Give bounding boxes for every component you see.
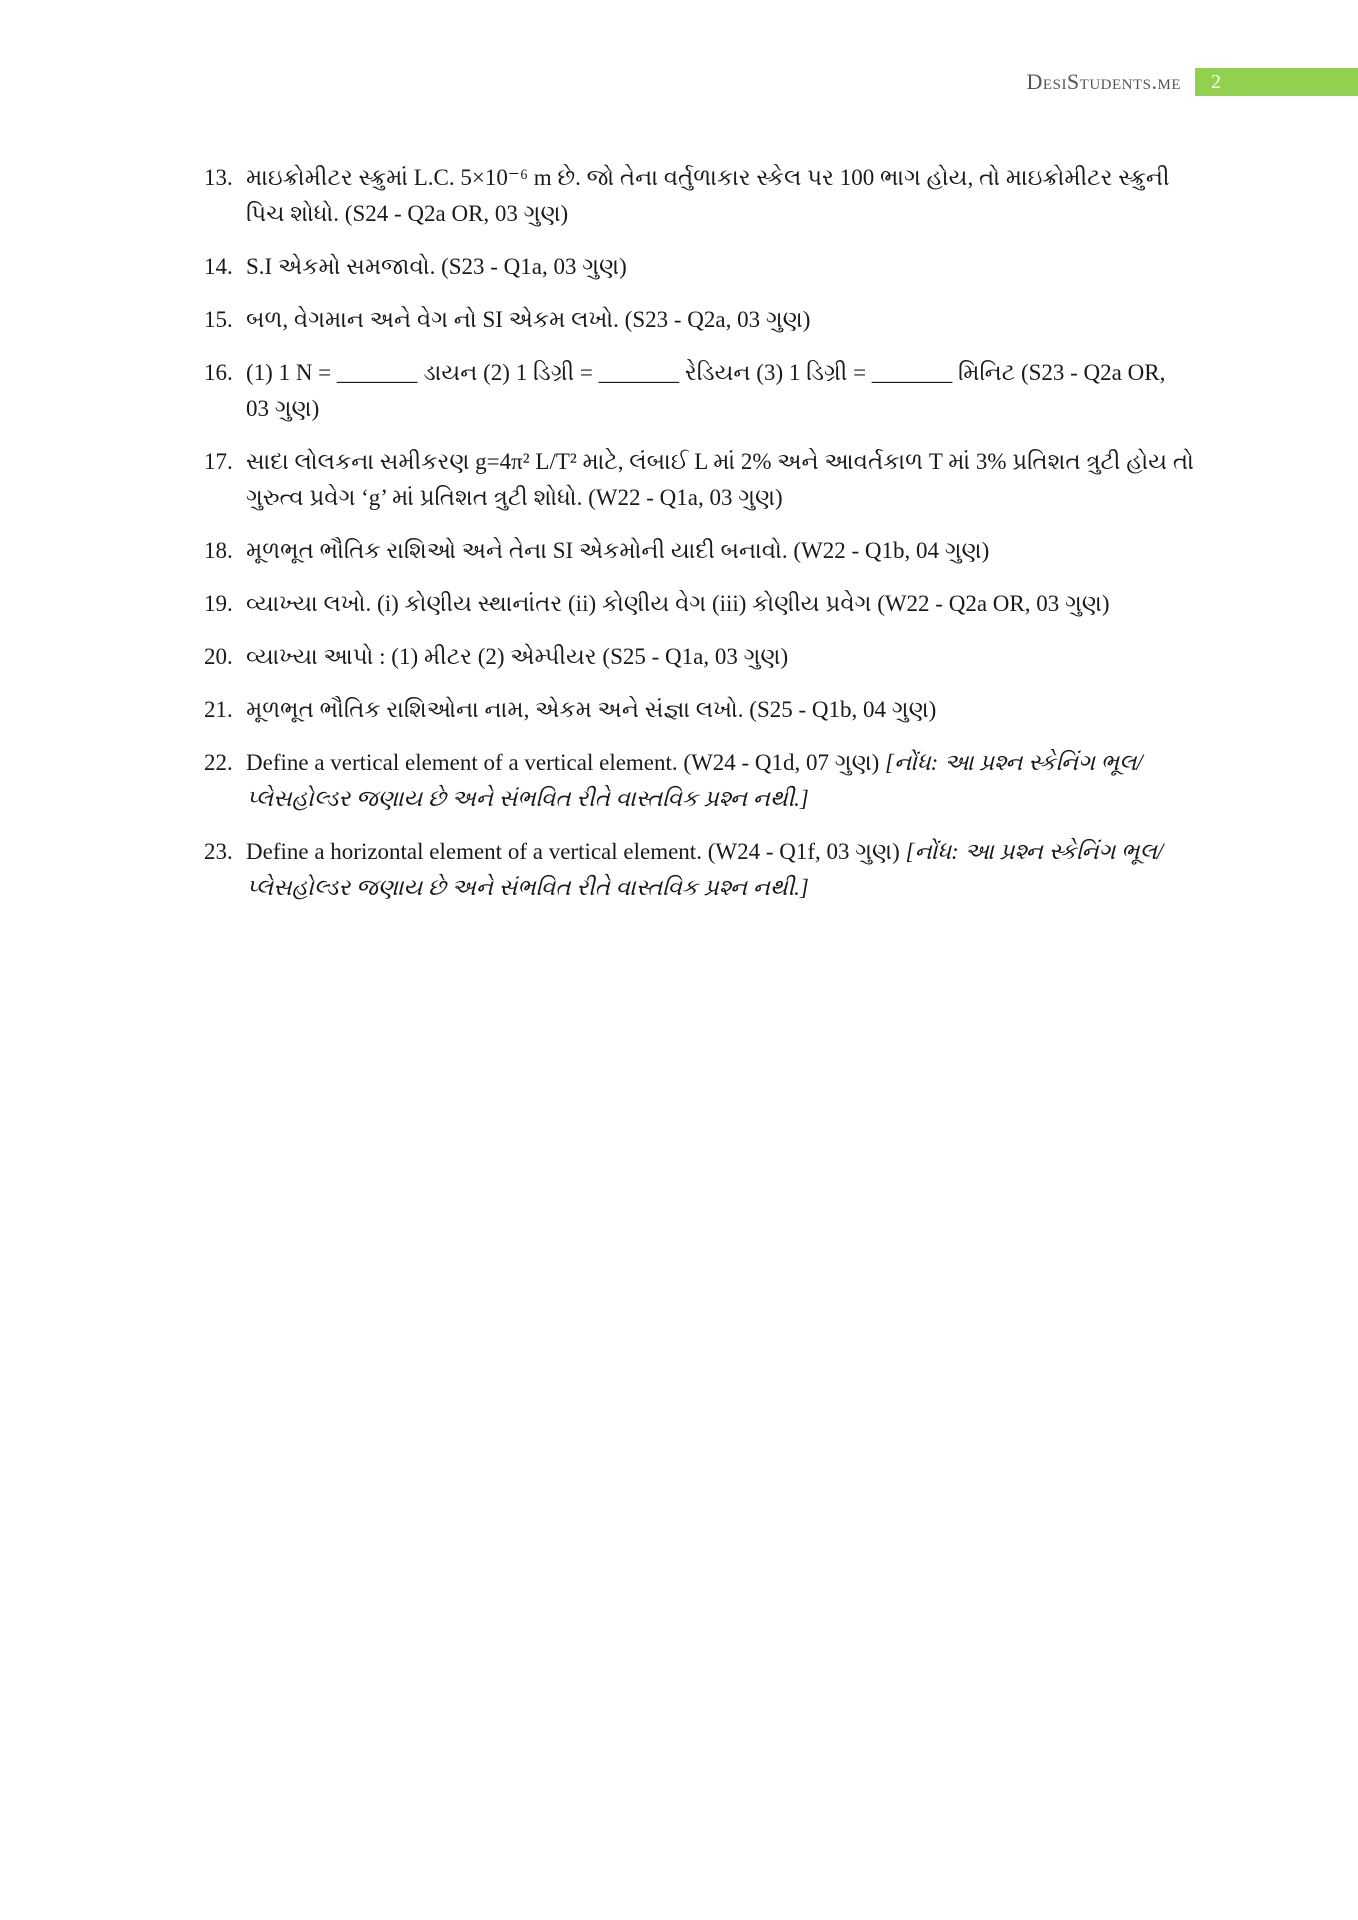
question-text: માઇક્રોમીટર સ્ક્રુમાં L.C. 5×10⁻⁶ m છે. જો તેના વર્તુળાકાર સ્કેલ પર 100 ભાગ હોય, તો માઇક્રોમીટર સ્ક્રુની પિચ શોધો. (S24 - Q2a OR, 03 ગુણ) (246, 165, 1170, 226)
question-number: 15. (204, 307, 233, 332)
question-text: વ્યાખ્યા આપો : (1) મીટર (2) એમ્પીયર (S25 - Q1a, 03 ગુણ) (246, 644, 789, 669)
question-number: 14. (204, 254, 233, 279)
question-item (204, 586, 1194, 622)
question-text: બળ, વેગમાન અને વેગ નો SI એકમ લખો. (S23 - Q2a, 03 ગુણ) (246, 307, 811, 332)
site-name: DesiStudents.me (1026, 69, 1181, 94)
question-item (204, 533, 1194, 569)
question-text: સાદા લોલકના સમીકરણ g=4π² L/T² માટે, લંબાઈ L માં 2% અને આવર્તકાળ T માં 3% પ્રતિશત ત્રુટી હોય તો ગુરુત્વ પ્રવેગ ‘g’ માં પ્રતિશત ત્રુટી શોધો. (W22 - Q1a, 03 ગુણ) (246, 449, 1194, 510)
question-number: 23. (204, 839, 233, 864)
question-text: મૂળભૂત ભૌતિક રાશિઓના નામ, એકમ અને સંજ્ઞા લખો. (S25 - Q1b, 04 ગુણ) (246, 697, 937, 722)
question-number: 18. (204, 538, 233, 563)
question-number: 21. (204, 697, 233, 722)
question-text: (1) 1 N = _______ ડાયન (2) 1 ડિગ્રી = _______ રેડિયન (3) 1 ડિગ્રી = _______ મિનિટ (S23 - Q2a OR, 03 ગુણ) (246, 360, 1166, 421)
question-item (204, 692, 1194, 728)
question-note: [નોંધ: આ પ્રશ્ન સ્કેનિંગ ભૂલ/પ્લેસહોલ્ડર જણાય છે અને સંભવિત રીતે વાસ્તવિક પ્રશ્ન નથી.] (246, 839, 1164, 900)
question-number: 19. (204, 591, 233, 616)
question-number: 20. (204, 644, 233, 669)
question-item (204, 302, 1194, 338)
page-header (1027, 68, 1358, 96)
question-item (204, 160, 1194, 232)
question-item (204, 355, 1194, 427)
question-text: Define a horizontal element of a vertical element. (W24 - Q1f, 03 ગુણ) [નોંધ: આ પ્રશ્ન સ્કેનિંગ ભૂલ/પ્લેસહોલ્ડર જણાય છે અને સંભવિત રીતે વાસ્તવિક પ્રશ્ન નથી.] (246, 839, 1164, 900)
question-number: 17. (204, 449, 233, 474)
question-text: Define a vertical element of a vertical element. (W24 - Q1d, 07 ગુણ) [નોંધ: આ પ્રશ્ન સ્કેનિંગ ભૂલ/પ્લેસહોલ્ડર જણાય છે અને સંભવિત રીતે વાસ્તવિક પ્રશ્ન નથી.] (246, 750, 1143, 811)
question-text: મૂળભૂત ભૌતિક રાશિઓ અને તેના SI એકમોની યાદી બનાવો. (W22 - Q1b, 04 ગુણ) (246, 538, 990, 563)
question-text: વ્યાખ્યા લખો. (i) કોણીય સ્થાનાંતર (ii) કોણીય વેગ (iii) કોણીય પ્રવેગ (W22 - Q2a OR, 03 ગુણ) (246, 591, 1110, 616)
question-number: 22. (204, 750, 233, 775)
question-item (204, 745, 1194, 817)
question-number: 16. (204, 360, 233, 385)
question-list (204, 160, 1194, 923)
page-number: 2 (1195, 68, 1358, 96)
question-item (204, 834, 1194, 906)
question-number: 13. (204, 165, 233, 190)
question-item (204, 444, 1194, 516)
question-item (204, 639, 1194, 675)
question-note: [નોંધ: આ પ્રશ્ન સ્કેનિંગ ભૂલ/પ્લેસહોલ્ડર જણાય છે અને સંભવિત રીતે વાસ્તવિક પ્રશ્ન નથી.] (246, 750, 1143, 811)
question-item (204, 249, 1194, 285)
question-text: S.I એકમો સમજાવો. (S23 - Q1a, 03 ગુણ) (246, 254, 627, 279)
